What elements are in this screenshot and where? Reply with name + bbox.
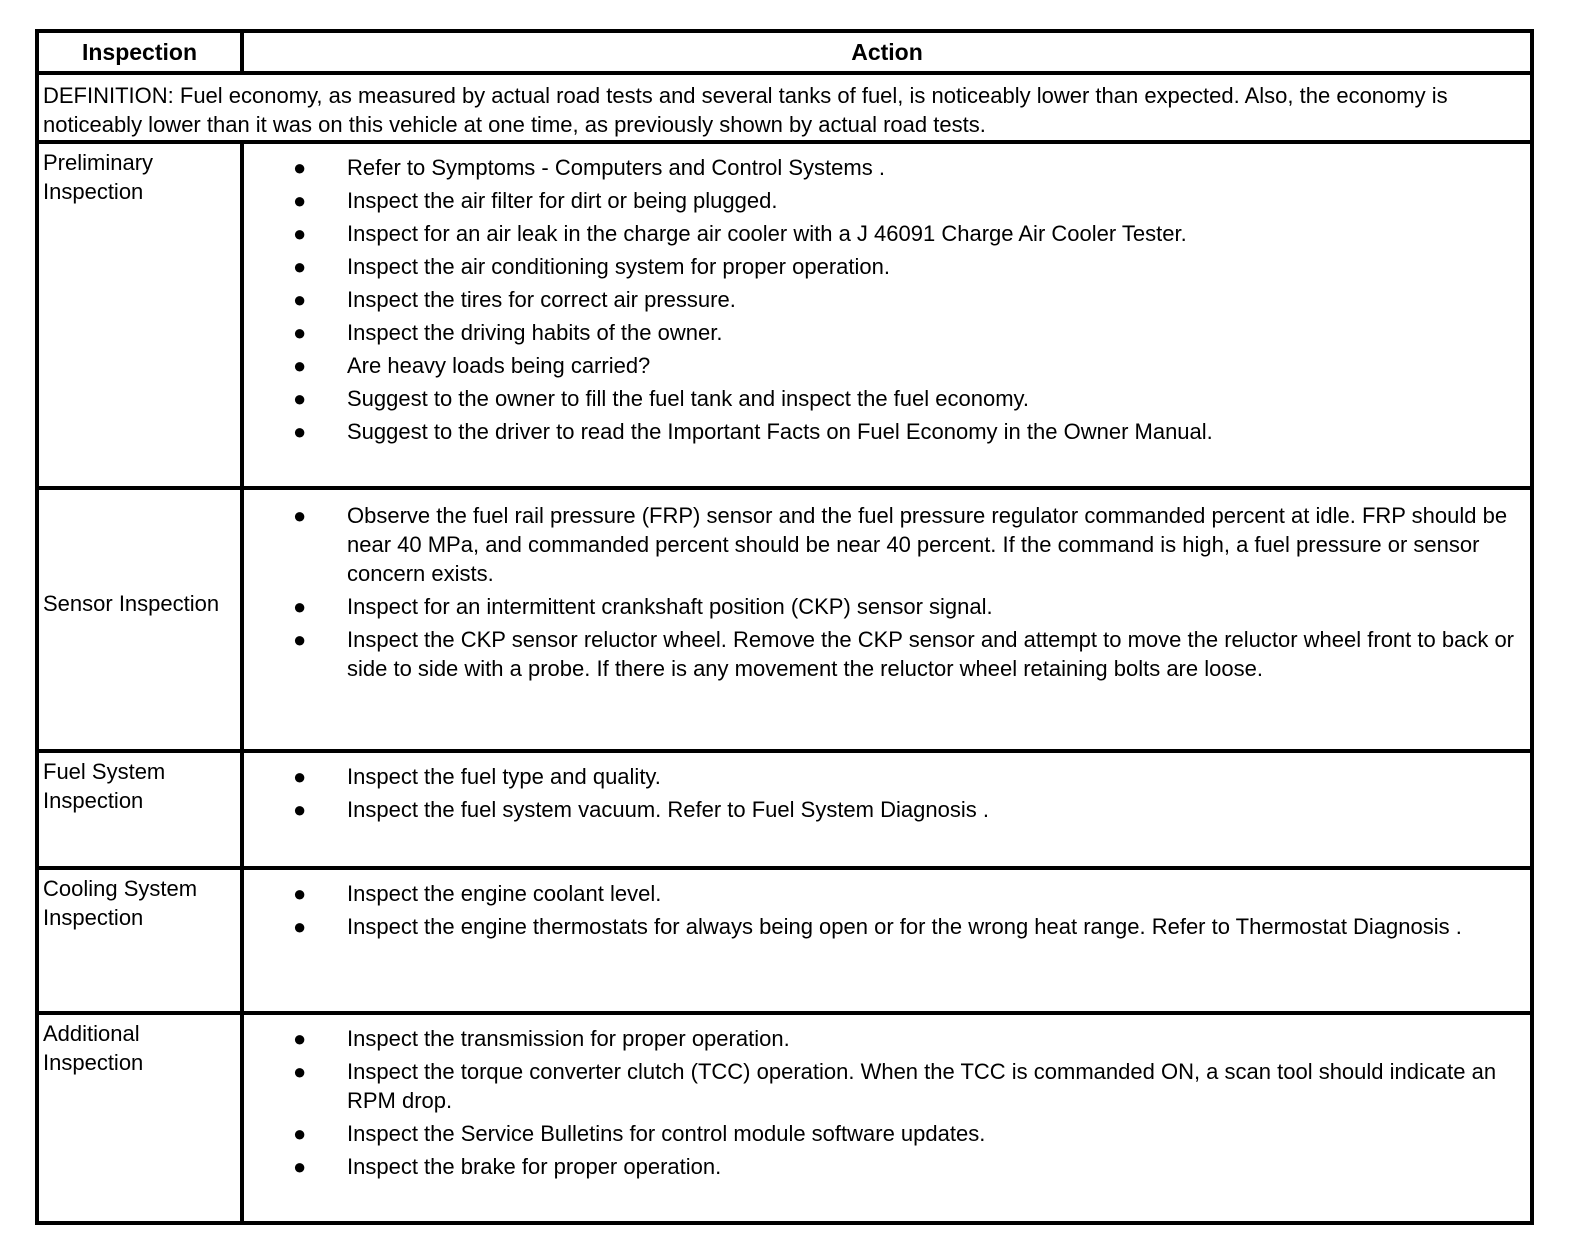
bullet-icon: ● — [293, 188, 307, 213]
bullet-icon: ● — [293, 320, 307, 345]
column-divider — [240, 140, 244, 1221]
action-item: ● Inspect the engine thermostats for always being open or for the wrong heat range. Refer to Thermostat Diagnosis . — [293, 914, 1462, 939]
bullet-icon: ● — [293, 1059, 307, 1084]
action-list — [251, 1024, 1516, 1185]
definition-row — [39, 71, 1530, 143]
action-item: ● Inspect the CKP sensor reluctor wheel. Remove the CKP sensor and attempt to move the reluctor wheel front to back or side to side with a probe. If there is any movement the reluctor wheel retaining bolts are loose. — [293, 627, 1514, 681]
section-row — [39, 749, 1530, 867]
action-item: ● Suggest to the driver to read the Important Facts on Fuel Economy in the Owner Manual. — [293, 419, 1213, 444]
bullet-icon: ● — [293, 594, 307, 619]
bullet-icon: ● — [293, 503, 307, 528]
section-label: Sensor Inspection — [43, 591, 220, 616]
bullet-icon: ● — [293, 287, 307, 312]
action-item: ● Inspect the transmission for proper operation. — [293, 1026, 790, 1051]
action-item: ● Inspect the Service Bulletins for control module software updates. — [293, 1121, 986, 1146]
action-item: ● Inspect the fuel system vacuum. Refer to Fuel System Diagnosis . — [293, 797, 989, 822]
action-item: ● Inspect the torque converter clutch (TCC) operation. When the TCC is commanded ON, a scan tool should indicate an RPM drop. — [293, 1059, 1497, 1113]
section-row — [39, 140, 1530, 489]
action-item: ● Suggest to the owner to fill the fuel tank and inspect the fuel economy. — [293, 386, 1030, 411]
bullet-icon: ● — [293, 221, 307, 246]
bullet-icon: ● — [293, 1026, 307, 1051]
bullet-icon: ● — [293, 419, 307, 444]
section-label: Fuel System Inspection — [43, 759, 166, 813]
bullet-icon: ● — [293, 914, 307, 939]
action-list — [251, 153, 1516, 450]
bullet-icon: ● — [293, 627, 307, 652]
section-row — [39, 486, 1530, 750]
action-item: ● Refer to Symptoms - Computers and Control Systems . — [293, 155, 885, 180]
action-item: ● Inspect for an air leak in the charge air cooler with a J 46091 Charge Air Cooler Tester. — [293, 221, 1187, 246]
bullet-icon: ● — [293, 386, 307, 411]
action-item: ● Inspect the brake for proper operation. — [293, 1154, 722, 1179]
action-item: ● Inspect the tires for correct air pressure. — [293, 287, 736, 312]
action-item: ● Inspect for an intermittent crankshaft position (CKP) sensor signal. — [293, 594, 993, 619]
bullet-icon: ● — [293, 764, 307, 789]
definition-text: DEFINITION: Fuel economy, as measured by actual road tests and several tanks of fuel, is noticeably lower than expected. Also, the economy is noticeably lower than it was on this vehicle at one time, as previously shown by actual road tests. — [43, 83, 1448, 137]
action-item: ● Inspect the fuel type and quality. — [293, 764, 661, 789]
bullet-icon: ● — [293, 881, 307, 906]
header-inspection: Inspection — [81, 39, 197, 65]
section-row — [39, 1011, 1530, 1221]
header-row — [39, 33, 1530, 71]
action-item: ● Inspect the engine coolant level. — [293, 881, 662, 906]
section-label: Additional Inspection — [43, 1021, 144, 1075]
action-item: ● Inspect the air conditioning system for proper operation. — [293, 254, 890, 279]
action-list — [251, 879, 1516, 945]
column-divider — [240, 33, 244, 71]
action-list — [251, 501, 1516, 687]
bullet-icon: ● — [293, 1154, 307, 1179]
bullet-icon: ● — [293, 1121, 307, 1146]
action-item: ● Inspect the air filter for dirt or being plugged. — [293, 188, 778, 213]
bullet-icon: ● — [293, 254, 307, 279]
action-list — [251, 762, 1516, 828]
action-item: ● Inspect the driving habits of the owner. — [293, 320, 723, 345]
section-row — [39, 866, 1530, 1011]
bullet-icon: ● — [293, 155, 307, 180]
bullet-icon: ● — [293, 353, 307, 378]
action-item: ● Are heavy loads being carried? — [293, 353, 651, 378]
diagnosis-table — [35, 29, 1534, 1225]
bullet-icon: ● — [293, 797, 307, 822]
header-action: Action — [851, 39, 923, 65]
section-label: Cooling System Inspection — [43, 876, 198, 930]
section-label: Preliminary Inspection — [43, 150, 154, 204]
action-item: ● Observe the fuel rail pressure (FRP) sensor and the fuel pressure regulator commanded percent at idle. FRP should be near 40 MPa, and commanded percent should be near 40 percent. If the command is high, a fuel pressure or sensor concern exists. — [293, 503, 1508, 586]
